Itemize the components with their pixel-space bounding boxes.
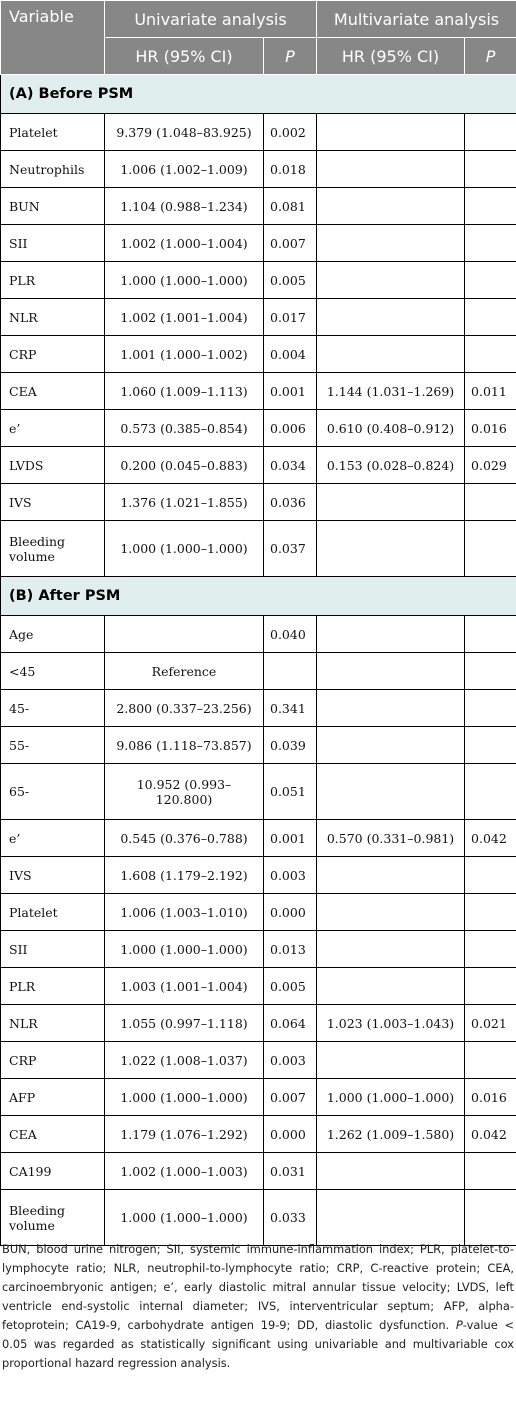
table-row bbox=[1, 690, 516, 727]
multivariate-hr-cell bbox=[317, 521, 465, 577]
multivariate-hr-cell bbox=[317, 653, 465, 690]
univariate-hr-cell: 1.003 (1.001–1.004) bbox=[105, 968, 264, 1005]
table-row bbox=[1, 1116, 516, 1153]
univariate-hr-cell: 1.104 (0.988–1.234) bbox=[105, 188, 264, 225]
univariate-hr-cell: 0.545 (0.376–0.788) bbox=[105, 820, 264, 857]
table-body bbox=[1, 75, 516, 1246]
univariate-hr-cell: 1.179 (1.076–1.292) bbox=[105, 1116, 264, 1153]
univariate-p-cell: 0.031 bbox=[264, 1153, 317, 1190]
multivariate-hr-cell: 0.570 (0.331–0.981) bbox=[317, 820, 465, 857]
univariate-p-cell: 0.051 bbox=[264, 764, 317, 820]
section-title: (B) After PSM bbox=[1, 577, 516, 616]
variable-cell: NLR bbox=[1, 299, 105, 336]
univariate-hr-cell: 1.000 (1.000–1.000) bbox=[105, 931, 264, 968]
table-row bbox=[1, 151, 516, 188]
multivariate-p-cell bbox=[465, 968, 516, 1005]
univariate-p-cell: 0.000 bbox=[264, 1116, 317, 1153]
variable-cell: e’ bbox=[1, 410, 105, 447]
multivariate-p-cell bbox=[465, 1153, 516, 1190]
multivariate-hr-cell bbox=[317, 931, 465, 968]
univariate-p-cell: 0.001 bbox=[264, 373, 317, 410]
table-row bbox=[1, 1190, 516, 1246]
table-row bbox=[1, 820, 516, 857]
univariate-hr-cell: 1.000 (1.000–1.000) bbox=[105, 262, 264, 299]
variable-cell: IVS bbox=[1, 484, 105, 521]
univariate-header: Univariate analysis bbox=[105, 1, 317, 38]
univariate-p-cell: 0.036 bbox=[264, 484, 317, 521]
section-header-row bbox=[1, 577, 516, 616]
variable-cell: Bleeding volume bbox=[1, 1190, 105, 1246]
univariate-hr-cell: 1.060 (1.009–1.113) bbox=[105, 373, 264, 410]
variable-cell: CRP bbox=[1, 336, 105, 373]
univariate-p-cell: 0.040 bbox=[264, 616, 317, 653]
footnote-text-1: BUN, blood urine nitrogen; SII, systemic immune-inflammation index; PLR, platelet-to-lymphocyte ratio; NLR, neutrophil-to-lymphocyte ratio; CRP, C-reactive protein; CEA, carcinoembryonic antigen; e’, early diastolic mitral annular tissue velocity; LVDS, left ventricle end-systolic internal diameter; IVS, interventricular septum; AFP, alpha-fetoprotein; CA19-9, carbohydrate antigen 19-9; DD, diastolic dysfunction. bbox=[2, 1242, 514, 1332]
multivariate-p-cell bbox=[465, 521, 516, 577]
univariate-hr-header: HR (95% CI) bbox=[105, 38, 264, 75]
univariate-p-cell: 0.018 bbox=[264, 151, 317, 188]
univariate-p-cell: 0.004 bbox=[264, 336, 317, 373]
univariate-hr-cell: 1.376 (1.021–1.855) bbox=[105, 484, 264, 521]
variable-cell: BUN bbox=[1, 188, 105, 225]
univariate-hr-cell: 1.002 (1.000–1.004) bbox=[105, 225, 264, 262]
multivariate-hr-cell bbox=[317, 690, 465, 727]
univariate-hr-cell: Reference bbox=[105, 653, 264, 690]
univariate-p-cell: 0.000 bbox=[264, 894, 317, 931]
table-row bbox=[1, 1079, 516, 1116]
variable-cell: Platelet bbox=[1, 894, 105, 931]
multivariate-hr-cell bbox=[317, 262, 465, 299]
univariate-p-cell: 0.003 bbox=[264, 857, 317, 894]
multivariate-p-cell bbox=[465, 188, 516, 225]
multivariate-p-cell bbox=[465, 336, 516, 373]
multivariate-p-cell: 0.016 bbox=[465, 410, 516, 447]
multivariate-hr-cell bbox=[317, 188, 465, 225]
univariate-p-cell: 0.341 bbox=[264, 690, 317, 727]
univariate-p-cell: 0.034 bbox=[264, 447, 317, 484]
univariate-hr-cell: 9.086 (1.118–73.857) bbox=[105, 727, 264, 764]
univariate-hr-cell: 1.000 (1.000–1.000) bbox=[105, 521, 264, 577]
multivariate-p-cell: 0.042 bbox=[465, 820, 516, 857]
univariate-p-cell: 0.005 bbox=[264, 968, 317, 1005]
multivariate-p-cell bbox=[465, 1042, 516, 1079]
univariate-hr-cell: 1.001 (1.000–1.002) bbox=[105, 336, 264, 373]
table-row bbox=[1, 1153, 516, 1190]
table-row bbox=[1, 373, 516, 410]
variable-cell: 45- bbox=[1, 690, 105, 727]
multivariate-p-cell bbox=[465, 262, 516, 299]
variable-cell: e’ bbox=[1, 820, 105, 857]
univariate-hr-cell: 1.055 (0.997–1.118) bbox=[105, 1005, 264, 1042]
table-row bbox=[1, 931, 516, 968]
univariate-p-cell: 0.013 bbox=[264, 931, 317, 968]
table-row bbox=[1, 299, 516, 336]
multivariate-p-cell bbox=[465, 225, 516, 262]
table-row bbox=[1, 484, 516, 521]
variable-cell: Age bbox=[1, 616, 105, 653]
table-row bbox=[1, 336, 516, 373]
variable-cell: PLR bbox=[1, 262, 105, 299]
multivariate-p-cell bbox=[465, 727, 516, 764]
multivariate-p-cell bbox=[465, 931, 516, 968]
univariate-p-cell: 0.006 bbox=[264, 410, 317, 447]
univariate-p-cell bbox=[264, 653, 317, 690]
variable-cell: AFP bbox=[1, 1079, 105, 1116]
univariate-p-cell: 0.017 bbox=[264, 299, 317, 336]
multivariate-p-cell bbox=[465, 484, 516, 521]
multivariate-hr-cell bbox=[317, 894, 465, 931]
multivariate-hr-cell bbox=[317, 484, 465, 521]
variable-cell: CRP bbox=[1, 1042, 105, 1079]
table-row bbox=[1, 764, 516, 820]
univariate-hr-cell: 2.800 (0.337–23.256) bbox=[105, 690, 264, 727]
multivariate-p-cell bbox=[465, 151, 516, 188]
univariate-p-cell: 0.003 bbox=[264, 1042, 317, 1079]
multivariate-p-header: P bbox=[465, 38, 516, 75]
table-row bbox=[1, 114, 516, 151]
multivariate-hr-cell bbox=[317, 336, 465, 373]
univariate-hr-cell: 1.000 (1.000–1.000) bbox=[105, 1190, 264, 1246]
univariate-p-cell: 0.005 bbox=[264, 262, 317, 299]
table-row bbox=[1, 616, 516, 653]
variable-cell: Platelet bbox=[1, 114, 105, 151]
univariate-hr-cell: 1.002 (1.000–1.003) bbox=[105, 1153, 264, 1190]
multivariate-p-cell: 0.016 bbox=[465, 1079, 516, 1116]
multivariate-p-cell: 0.042 bbox=[465, 1116, 516, 1153]
multivariate-p-cell bbox=[465, 857, 516, 894]
multivariate-p-cell: 0.029 bbox=[465, 447, 516, 484]
multivariate-hr-cell bbox=[317, 1190, 465, 1246]
multivariate-hr-cell bbox=[317, 114, 465, 151]
multivariate-p-cell bbox=[465, 1190, 516, 1246]
univariate-p-header: P bbox=[264, 38, 317, 75]
variable-cell: CEA bbox=[1, 1116, 105, 1153]
univariate-p-cell: 0.081 bbox=[264, 188, 317, 225]
univariate-p-cell: 0.039 bbox=[264, 727, 317, 764]
univariate-p-cell: 0.007 bbox=[264, 225, 317, 262]
variable-cell: PLR bbox=[1, 968, 105, 1005]
multivariate-hr-cell: 1.144 (1.031–1.269) bbox=[317, 373, 465, 410]
univariate-p-cell: 0.007 bbox=[264, 1079, 317, 1116]
section-title: (A) Before PSM bbox=[1, 75, 516, 114]
multivariate-hr-cell bbox=[317, 1153, 465, 1190]
table-row bbox=[1, 262, 516, 299]
univariate-p-cell: 0.064 bbox=[264, 1005, 317, 1042]
table-header bbox=[1, 1, 516, 75]
multivariate-hr-header: HR (95% CI) bbox=[317, 38, 465, 75]
multivariate-p-cell bbox=[465, 690, 516, 727]
table-row bbox=[1, 521, 516, 577]
variable-cell: <45 bbox=[1, 653, 105, 690]
variable-cell: CEA bbox=[1, 373, 105, 410]
univariate-p-cell: 0.037 bbox=[264, 521, 317, 577]
variable-cell: 55- bbox=[1, 727, 105, 764]
multivariate-hr-cell bbox=[317, 968, 465, 1005]
table-footnote bbox=[0, 1240, 514, 1373]
table-row bbox=[1, 410, 516, 447]
univariate-hr-cell: 0.573 (0.385–0.854) bbox=[105, 410, 264, 447]
multivariate-hr-cell: 0.153 (0.028–0.824) bbox=[317, 447, 465, 484]
multivariate-hr-cell: 1.000 (1.000–1.000) bbox=[317, 1079, 465, 1116]
variable-column-header: Variable bbox=[1, 1, 105, 75]
multivariate-p-cell bbox=[465, 764, 516, 820]
multivariate-hr-cell bbox=[317, 225, 465, 262]
table-row bbox=[1, 1042, 516, 1079]
multivariate-p-cell bbox=[465, 616, 516, 653]
univariate-hr-cell: 1.006 (1.003–1.010) bbox=[105, 894, 264, 931]
variable-cell: 65- bbox=[1, 764, 105, 820]
univariate-hr-cell: 1.000 (1.000–1.000) bbox=[105, 1079, 264, 1116]
multivariate-p-cell bbox=[465, 653, 516, 690]
multivariate-hr-cell bbox=[317, 299, 465, 336]
variable-cell: SII bbox=[1, 931, 105, 968]
univariate-p-cell: 0.033 bbox=[264, 1190, 317, 1246]
variable-cell: IVS bbox=[1, 857, 105, 894]
variable-cell: LVDS bbox=[1, 447, 105, 484]
univariate-hr-cell: 0.200 (0.045–0.883) bbox=[105, 447, 264, 484]
multivariate-p-cell bbox=[465, 894, 516, 931]
univariate-hr-cell: 1.006 (1.002–1.009) bbox=[105, 151, 264, 188]
multivariate-hr-cell bbox=[317, 1042, 465, 1079]
multivariate-hr-cell bbox=[317, 616, 465, 653]
table-row bbox=[1, 653, 516, 690]
univariate-hr-cell: 1.022 (1.008–1.037) bbox=[105, 1042, 264, 1079]
univariate-hr-cell: 1.002 (1.001–1.004) bbox=[105, 299, 264, 336]
variable-cell: NLR bbox=[1, 1005, 105, 1042]
table-row bbox=[1, 1005, 516, 1042]
univariate-hr-cell bbox=[105, 616, 264, 653]
multivariate-header: Multivariate analysis bbox=[317, 1, 516, 38]
table-row bbox=[1, 857, 516, 894]
multivariate-hr-cell bbox=[317, 151, 465, 188]
variable-cell: SII bbox=[1, 225, 105, 262]
multivariate-p-cell: 0.011 bbox=[465, 373, 516, 410]
table-row bbox=[1, 968, 516, 1005]
multivariate-hr-cell bbox=[317, 857, 465, 894]
table-row bbox=[1, 894, 516, 931]
footnote-p-word: P bbox=[455, 1318, 463, 1332]
table-row bbox=[1, 447, 516, 484]
table-row bbox=[1, 225, 516, 262]
footnote-text-2: -value < 0.05 was regarded as statistically significant using univariable and multivariable cox proportional hazard regression analysis. bbox=[2, 1318, 514, 1370]
univariate-hr-cell: 10.952 (0.993–120.800) bbox=[105, 764, 264, 820]
variable-cell: Neutrophils bbox=[1, 151, 105, 188]
univariate-hr-cell: 9.379 (1.048–83.925) bbox=[105, 114, 264, 151]
variable-cell: CA199 bbox=[1, 1153, 105, 1190]
multivariate-p-cell bbox=[465, 299, 516, 336]
univariate-hr-cell: 1.608 (1.179–2.192) bbox=[105, 857, 264, 894]
multivariate-hr-cell bbox=[317, 764, 465, 820]
variable-cell: Bleeding volume bbox=[1, 521, 105, 577]
table-row bbox=[1, 727, 516, 764]
section-header-row bbox=[1, 75, 516, 114]
univariate-p-cell: 0.001 bbox=[264, 820, 317, 857]
table-row bbox=[1, 188, 516, 225]
multivariate-hr-cell: 1.262 (1.009–1.580) bbox=[317, 1116, 465, 1153]
multivariate-p-cell: 0.021 bbox=[465, 1005, 516, 1042]
multivariate-hr-cell bbox=[317, 727, 465, 764]
univariate-p-cell: 0.002 bbox=[264, 114, 317, 151]
multivariate-hr-cell: 1.023 (1.003–1.043) bbox=[317, 1005, 465, 1042]
multivariate-hr-cell: 0.610 (0.408–0.912) bbox=[317, 410, 465, 447]
multivariate-p-cell bbox=[465, 114, 516, 151]
